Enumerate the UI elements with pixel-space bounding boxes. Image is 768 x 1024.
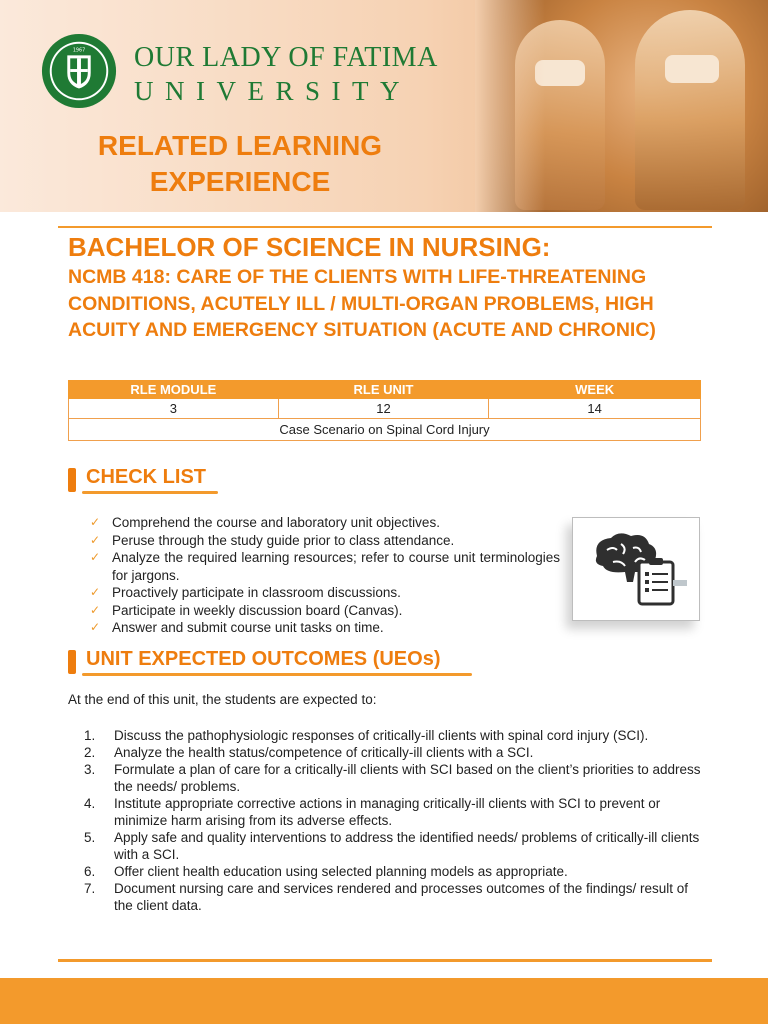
section-marker bbox=[68, 468, 76, 492]
cell-rle-module: 3 bbox=[69, 399, 279, 419]
cell-scenario: Case Scenario on Spinal Cord Injury bbox=[69, 419, 701, 441]
course-title: NCMB 418: CARE OF THE CLIENTS WITH LIFE-THREATENING CONDITIONS, ACUTELY ILL / MULTI-ORGAN PROBLEMS, HIGH ACUITY AND EMERGENCY SITUATION (ACUTE AND CHRONIC) bbox=[68, 266, 656, 341]
outcome-text: Apply safe and quality interventions to address the identified needs/ problems of critically-ill clients with a SCI. bbox=[114, 830, 700, 862]
outcomes-intro: At the end of this unit, the students are expected to: bbox=[68, 692, 377, 707]
checklist-item: ✓ Participate in weekly discussion board (Canvas). bbox=[90, 602, 560, 620]
section-marker bbox=[68, 650, 76, 674]
checklist-underline bbox=[82, 491, 218, 494]
th-rle-unit: RLE UNIT bbox=[278, 381, 489, 399]
cell-rle-unit: 12 bbox=[278, 399, 489, 419]
checklist bbox=[90, 514, 560, 637]
program-title: BACHELOR OF SCIENCE IN NURSING: bbox=[68, 232, 551, 262]
header-banner bbox=[0, 0, 768, 212]
list-item: 7. Document nursing care and services rendered and processes outcomes of the findings/ result of the client data. bbox=[84, 881, 689, 913]
outcome-text: Discuss the pathophysiologic responses of critically-ill clients with spinal cord injury (SCI). bbox=[114, 728, 649, 743]
outcome-text: Analyze the health status/competence of critically-ill clients with a SCI. bbox=[114, 745, 534, 760]
rle-title-line2: EXPERIENCE bbox=[149, 166, 331, 197]
list-item: 2. Analyze the health status/competence of critically-ill clients with a SCI. bbox=[84, 745, 534, 760]
outcome-text: Offer client health education using selected planning models as appropriate. bbox=[114, 864, 568, 879]
brain-clipboard-illustration bbox=[572, 517, 700, 621]
checklist-item: ✓ Peruse through the study guide prior to class attendance. bbox=[90, 532, 560, 550]
rle-title-line1: RELATED LEARNING bbox=[97, 130, 383, 161]
checklist-item: ✓ Comprehend the course and laboratory unit objectives. bbox=[90, 514, 560, 532]
checklist-item: ✓ Answer and submit course unit tasks on time. bbox=[90, 619, 560, 637]
outcome-text: Document nursing care and services rendered and processes outcomes of the findings/ result of the client data. bbox=[114, 881, 689, 913]
checklist-item: ✓ Proactively participate in classroom discussions. bbox=[90, 584, 560, 602]
footer-band bbox=[0, 978, 768, 1024]
svg-text:1967: 1967 bbox=[72, 47, 86, 54]
brain-clipboard-icon bbox=[573, 518, 701, 622]
university-name: OUR LADY OF FATIMA bbox=[134, 42, 438, 73]
th-week: WEEK bbox=[489, 381, 701, 399]
cell-week: 14 bbox=[489, 399, 701, 419]
list-item: 6. Offer client health education using selected planning models as appropriate. bbox=[84, 864, 568, 879]
rle-title bbox=[60, 128, 420, 200]
list-item: 4. Institute appropriate corrective actions in managing critically-ill clients with SCI to prevent or minimize harm arising from its adverse effects. bbox=[84, 796, 661, 828]
nurses-photo bbox=[475, 0, 768, 212]
footer-divider bbox=[58, 959, 712, 962]
checklist-title: CHECK LIST bbox=[86, 466, 206, 488]
outcomes-list bbox=[84, 727, 704, 914]
university-subtitle: UNIVERSITY bbox=[134, 76, 411, 106]
checklist-item: ✓ Analyze the required learning resources; refer to course unit terminologies for jargons. bbox=[90, 549, 560, 584]
outcomes-underline bbox=[82, 673, 472, 676]
th-rle-module: RLE MODULE bbox=[69, 381, 279, 399]
list-item: 1. Discuss the pathophysiologic responses of critically-ill clients with spinal cord injury (SCI). bbox=[84, 728, 649, 743]
rle-info-table bbox=[68, 380, 701, 441]
divider bbox=[58, 226, 712, 228]
outcome-text: Institute appropriate corrective actions in managing critically-ill clients with SCI to prevent or minimize harm arising from its adverse effects. bbox=[114, 796, 661, 828]
university-seal-icon bbox=[40, 32, 118, 110]
outcome-text: Formulate a plan of care for a critically-ill clients with SCI based on the client’s priorities to address the needs/ problems. bbox=[114, 762, 701, 794]
outcomes-title: UNIT EXPECTED OUTCOMES (UEOs) bbox=[86, 648, 441, 670]
list-item: 3. Formulate a plan of care for a critically-ill clients with SCI based on the client’s priorities to address the needs/ problems. bbox=[84, 762, 701, 794]
list-item: 5. Apply safe and quality interventions to address the identified needs/ problems of critically-ill clients with a SCI. bbox=[84, 830, 700, 862]
